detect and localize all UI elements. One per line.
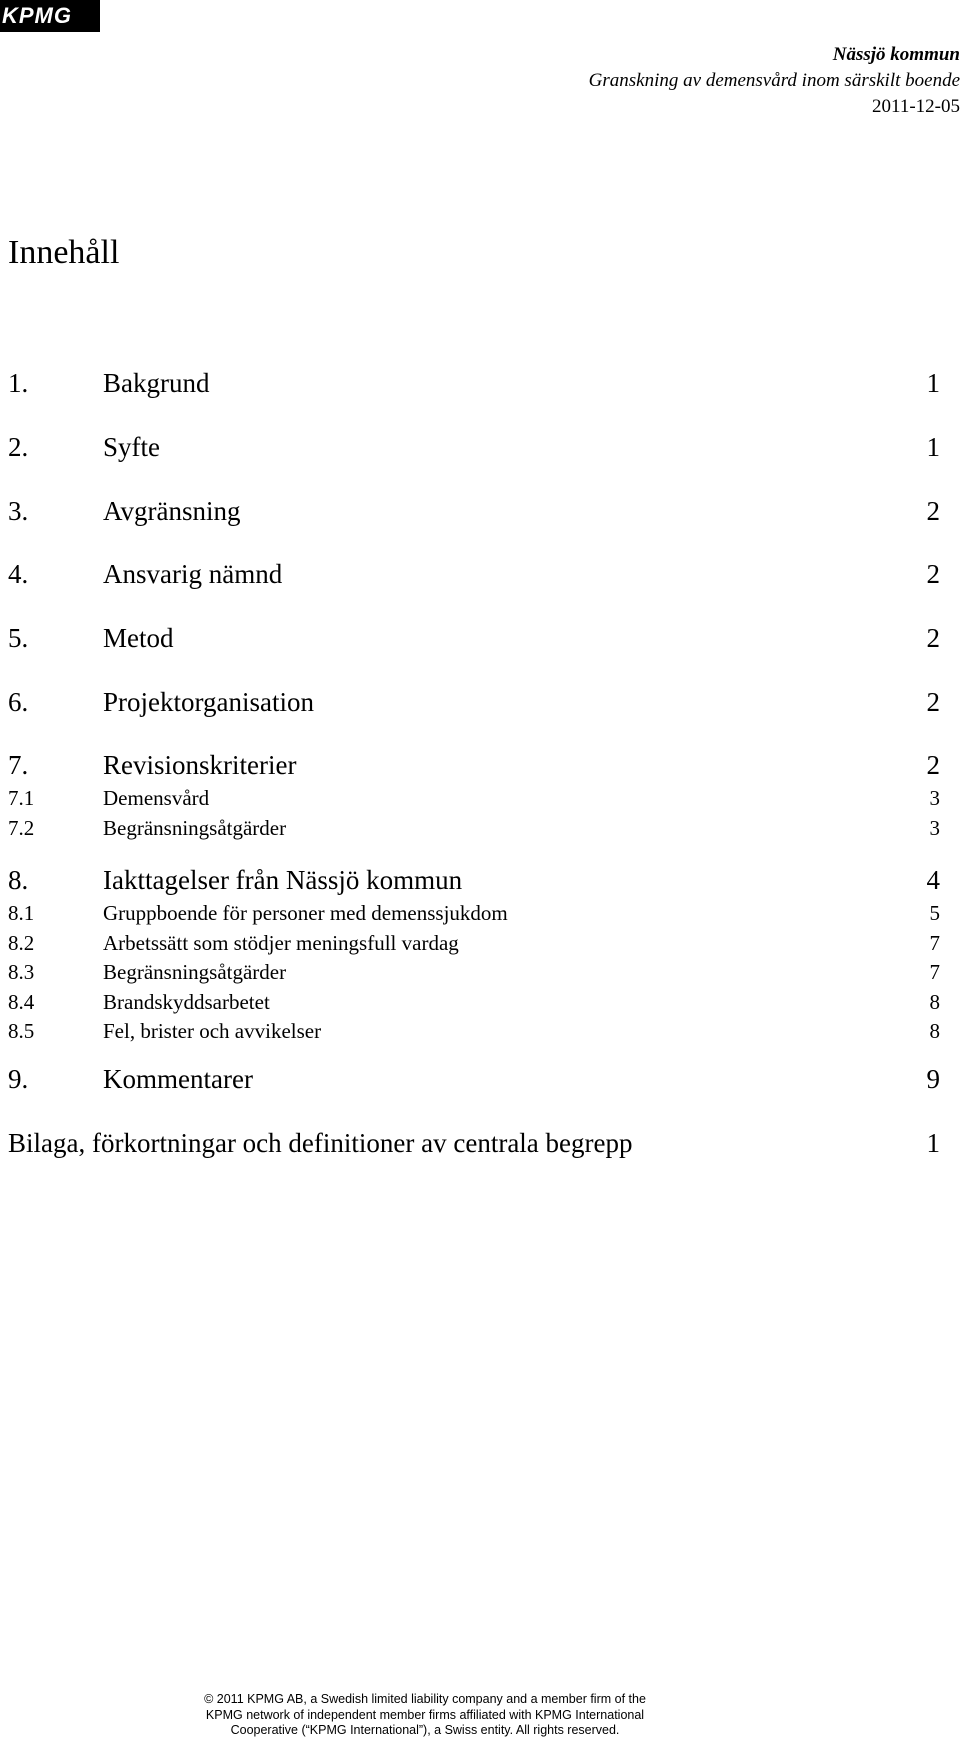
toc-entry-title: Iakttagelser från Nässjö kommun (103, 865, 463, 895)
toc-entry-number: 6. (8, 687, 29, 717)
toc-entry[interactable] (8, 865, 940, 896)
toc-entry-title: Bakgrund (103, 368, 210, 398)
toc-entry-number: 2. (8, 432, 29, 462)
toc-subentry[interactable] (8, 786, 940, 811)
toc-entry-page: 9 (926, 1064, 940, 1094)
footer-line: Cooperative (“KPMG International”), a Swiss entity. All rights reserved. (230, 1723, 620, 1737)
toc-entry-number: 7.2 (8, 816, 35, 840)
toc-entry-page: 5 (929, 901, 940, 925)
kpmg-logo (0, 0, 100, 32)
toc-entry-title: Revisionskriterier (103, 750, 297, 780)
toc-subentry[interactable] (8, 901, 940, 926)
toc-entry-number: 7. (8, 750, 29, 780)
toc-entry[interactable] (8, 750, 940, 781)
toc-entry-page: 2 (926, 687, 940, 717)
footer-line: KPMG network of independent member firms affiliated with KPMG International (205, 1707, 645, 1722)
toc-entry-number: 7.1 (8, 786, 35, 810)
toc-entry[interactable] (8, 1064, 940, 1095)
document-header (360, 42, 960, 120)
footer-line: © 2011 KPMG AB, a Swedish limited liability company and a member firm of the (204, 1692, 646, 1706)
toc-entry-title: Syfte (103, 432, 160, 462)
header-date: 2011-12-05 (872, 96, 960, 117)
toc-entry[interactable] (8, 623, 940, 654)
header-organization: Nässjö kommun (832, 44, 960, 65)
copyright-footer (195, 1692, 655, 1739)
toc-entry-page: 4 (926, 865, 940, 895)
toc-subentry[interactable] (8, 1019, 940, 1044)
toc-heading: Innehåll (8, 234, 120, 271)
toc-entry-number: 8.4 (8, 990, 35, 1014)
toc-appendix-page: 1 (926, 1128, 940, 1158)
toc-entry-page: 2 (926, 623, 940, 653)
toc-entry[interactable] (8, 368, 940, 399)
toc-entry-title: Arbetssätt som stödjer meningsfull vardag (103, 931, 459, 955)
toc-entry-page: 7 (929, 960, 940, 984)
toc-entry[interactable] (8, 687, 940, 718)
toc-subentry[interactable] (8, 816, 940, 841)
toc-entry-title: Gruppboende för personer med demenssjukdom (103, 901, 508, 925)
toc-entry-number: 8.5 (8, 1019, 35, 1043)
toc-subentry[interactable] (8, 960, 940, 985)
toc-entry-number: 4. (8, 559, 29, 589)
toc-entry-number: 3. (8, 496, 29, 526)
toc-entry-title: Metod (103, 623, 174, 653)
toc-entry-page: 8 (929, 990, 940, 1014)
toc-entry-title: Begränsningsåtgärder (103, 960, 287, 984)
toc-subentry[interactable] (8, 990, 940, 1015)
toc-appendix-entry[interactable] (8, 1128, 940, 1159)
toc-entry-number: 8.1 (8, 901, 35, 925)
toc-entry-title: Kommentarer (103, 1064, 253, 1094)
toc-entry-page: 2 (926, 559, 940, 589)
kpmg-logo-text: KPMG (2, 3, 72, 28)
toc-entry-number: 9. (8, 1064, 29, 1094)
toc-entry-number: 8. (8, 865, 29, 895)
toc-subentry[interactable] (8, 931, 940, 956)
toc-entry-title: Brandskyddsarbetet (103, 990, 270, 1014)
toc-entry-page: 7 (929, 931, 940, 955)
toc-entry-number: 1. (8, 368, 29, 398)
header-report-title: Granskning av demensvård inom särskilt boende (588, 70, 960, 91)
toc-entry-page: 1 (926, 432, 940, 462)
toc-entry-title: Fel, brister och avvikelser (103, 1019, 322, 1043)
toc-entry-page: 2 (926, 496, 940, 526)
toc-entry-title: Demensvård (103, 786, 210, 810)
toc-entry[interactable] (8, 559, 940, 590)
toc-entry-number: 8.2 (8, 931, 35, 955)
toc-entry-page: 2 (926, 750, 940, 780)
toc-entry-number: 8.3 (8, 960, 35, 984)
toc-entry-page: 3 (929, 816, 940, 840)
toc-entry[interactable] (8, 496, 940, 527)
toc-entry-page: 1 (926, 368, 940, 398)
toc-entry-number: 5. (8, 623, 29, 653)
toc-entry-title: Ansvarig nämnd (103, 559, 283, 589)
toc-entry-title: Avgränsning (103, 496, 241, 526)
toc-entry-title: Projektorganisation (103, 687, 314, 717)
toc-entry-page: 3 (929, 786, 940, 810)
toc-entry-title: Begränsningsåtgärder (103, 816, 287, 840)
toc-appendix-title: Bilaga, förkortningar och definitioner av centrala begrepp (8, 1128, 633, 1158)
toc-entry-page: 8 (929, 1019, 940, 1043)
toc-entry[interactable] (8, 432, 940, 463)
